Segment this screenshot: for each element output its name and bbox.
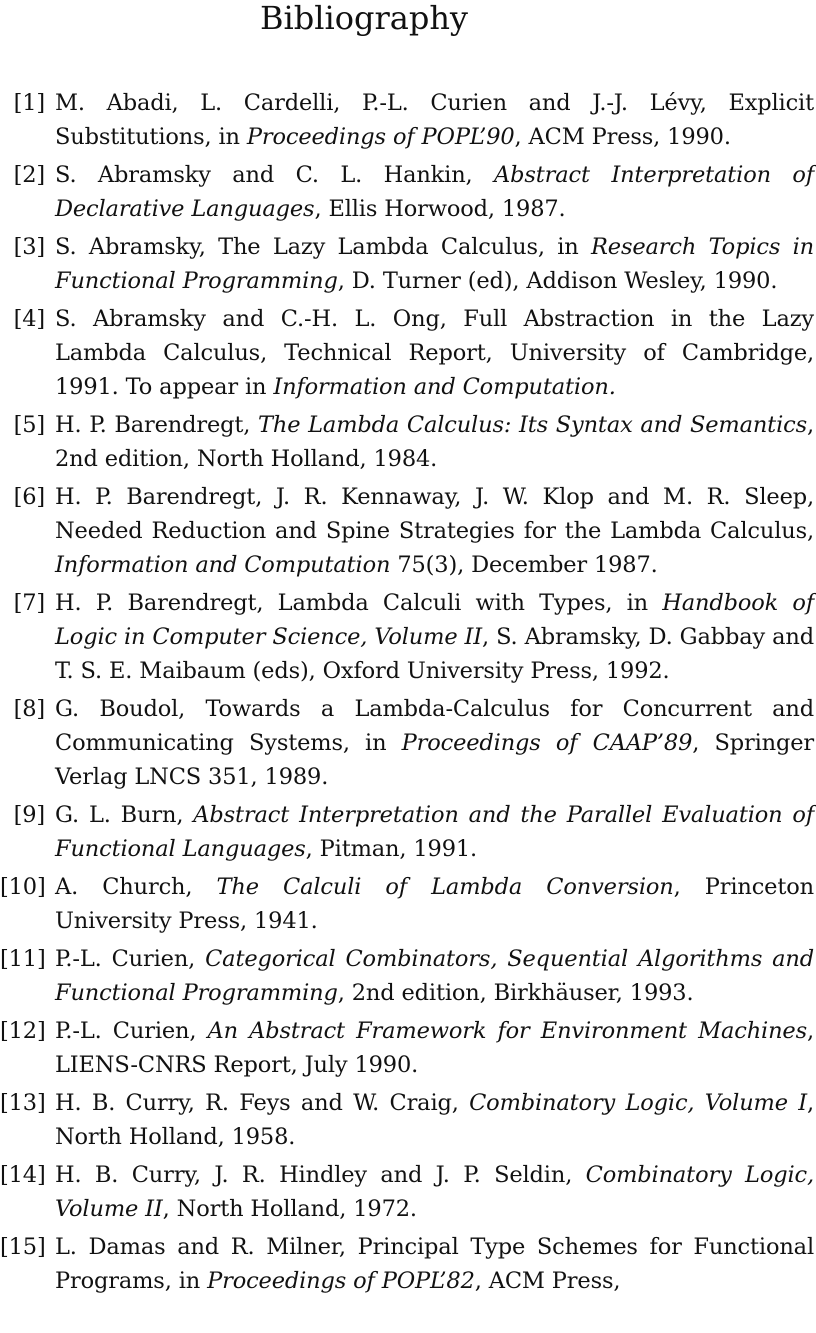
reference-number: [8]: [13, 696, 45, 722]
reference-number: [13]: [0, 1090, 46, 1116]
reference-text: , D. Turner (ed), Addison Wesley, 1990.: [337, 268, 778, 294]
reference-text: P.-L. Curien,: [55, 1018, 208, 1044]
reference-text: 75(3), December 1987.: [390, 552, 658, 578]
reference-number: [9]: [13, 802, 45, 828]
reference-number: [14]: [0, 1162, 46, 1188]
reference-entry: [0, 408, 814, 476]
reference-text: P.-L. Curien,: [55, 946, 206, 972]
reference-text: A. Church,: [55, 874, 217, 900]
reference-title-italic: Proceedings of POPL’90: [246, 124, 515, 150]
reference-text: H. P. Barendregt,: [55, 412, 259, 438]
reference-text: , LIENS-CNRS Report, July 1990.: [55, 1018, 814, 1078]
reference-title-italic: An Abstract Framework for Environment Machines: [207, 1018, 807, 1044]
reference-entry: [0, 1158, 814, 1226]
reference-text: M. Abadi, L. Cardelli, P.-L. Curien and J.-J. Lévy, Explicit Substitutions, in: [55, 90, 814, 150]
reference-text: , Ellis Horwood, 1987.: [314, 196, 566, 222]
reference-text: S. Abramsky and C.-H. L. Ong, Full Abstraction in the Lazy Lambda Calculus, Technical Report, University of Cambridge, 1991. To appear in: [55, 306, 814, 400]
reference-title-italic: Handbook of Logic in Computer Science, Volume II: [55, 590, 815, 650]
reference-text: L. Damas and R. Milner, Principal Type Schemes for Functional Programs, in: [55, 1234, 814, 1294]
reference-text: , ACM Press,: [474, 1268, 621, 1294]
reference-number: [7]: [13, 590, 45, 616]
reference-number: [2]: [13, 162, 45, 188]
reference-title-italic: Categorical Combinators, Sequential Algorithms and Functional Programming: [55, 946, 815, 1006]
reference-text: , Princeton University Press, 1941.: [55, 874, 814, 934]
reference-text: H. P. Barendregt, J. R. Kennaway, J. W. Klop and M. R. Sleep, Needed Reduction and Spine Strategies for the Lambda Calculus,: [55, 484, 814, 544]
reference-title-italic: Information and Computation.: [273, 374, 616, 400]
reference-title-italic: Information and Computation: [55, 552, 391, 578]
reference-number: [11]: [0, 946, 46, 972]
reference-title-italic: Abstract Interpretation of Declarative Languages: [55, 162, 815, 222]
reference-entry: [0, 798, 814, 866]
reference-title-italic: Proceedings of CAAP’89: [401, 730, 693, 756]
reference-entry: [0, 1014, 814, 1082]
reference-entry: [0, 158, 814, 226]
page-title: Bibliography: [260, 0, 468, 37]
reference-entry: [0, 302, 814, 404]
reference-text: S. Abramsky and C. L. Hankin,: [55, 162, 495, 188]
reference-title-italic: Proceedings of POPL’82: [207, 1268, 475, 1294]
reference-entry: [0, 480, 814, 582]
reference-number: [4]: [13, 306, 45, 332]
reference-text: , ACM Press, 1990.: [514, 124, 731, 150]
reference-entry: [0, 870, 814, 938]
reference-list: [0, 86, 814, 1302]
reference-entry: [0, 230, 814, 298]
reference-title-italic: Combinatory Logic, Volume II: [55, 1162, 814, 1222]
reference-number: [3]: [13, 234, 45, 260]
reference-entry: [0, 586, 814, 688]
reference-entry: [0, 692, 814, 794]
reference-text: S. Abramsky, The Lazy Lambda Calculus, in: [55, 234, 592, 260]
reference-text: , North Holland, 1972.: [162, 1196, 417, 1222]
reference-entry: [0, 1230, 814, 1298]
reference-number: [1]: [13, 90, 45, 116]
reference-number: [6]: [13, 484, 45, 510]
reference-title-italic: The Calculi of Lambda Conversion: [216, 874, 674, 900]
reference-text: H. B. Curry, J. R. Hindley and J. P. Seldin,: [55, 1162, 586, 1188]
reference-text: , 2nd edition, Birkhäuser, 1993.: [337, 980, 694, 1006]
reference-text: G. Boudol, Towards a Lambda-Calculus for Concurrent and Communicating Systems, in: [55, 696, 814, 756]
reference-entry: [0, 942, 814, 1010]
reference-text: , Springer Verlag LNCS 351, 1989.: [55, 730, 814, 790]
reference-text: , S. Abramsky, D. Gabbay and T. S. E. Maibaum (eds), Oxford University Press, 1992.: [55, 624, 814, 684]
reference-number: [12]: [0, 1018, 46, 1044]
reference-title-italic: Research Topics in Functional Programming: [55, 234, 814, 294]
reference-text: , Pitman, 1991.: [305, 836, 478, 862]
reference-entry: [0, 1086, 814, 1154]
reference-text: H. P. Barendregt, Lambda Calculi with Types, in: [55, 590, 663, 616]
reference-title-italic: Abstract Interpretation and the Parallel Evaluation of Functional Languages: [55, 802, 815, 862]
reference-title-italic: The Lambda Calculus: Its Syntax and Semantics: [258, 412, 807, 438]
reference-text: G. L. Burn,: [55, 802, 194, 828]
reference-text: , North Holland, 1958.: [55, 1090, 815, 1150]
reference-number: [10]: [0, 874, 46, 900]
reference-text: , 2nd edition, North Holland, 1984.: [55, 412, 814, 472]
reference-text: H. B. Curry, R. Feys and W. Craig,: [55, 1090, 470, 1116]
reference-title-italic: Combinatory Logic, Volume I: [469, 1090, 807, 1116]
reference-number: [5]: [13, 412, 45, 438]
reference-number: [15]: [0, 1234, 46, 1260]
reference-entry: [0, 86, 814, 154]
